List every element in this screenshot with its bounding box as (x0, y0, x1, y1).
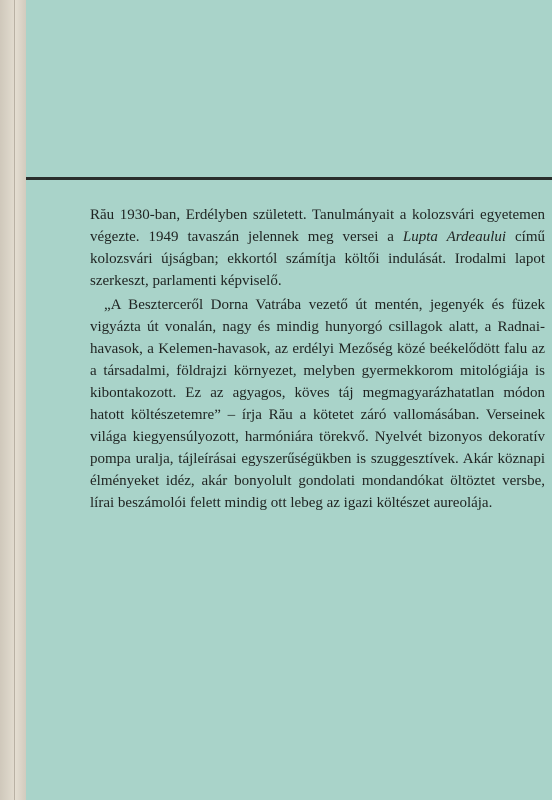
horizontal-rule (26, 177, 552, 180)
blurb-paragraph-2: „A Beszterceről Dorna Vatrába vezető út mentén, jegenyék és füzek vigyázta út vonalán, nagy és mindig hunyorgó csillagok alatt, a Radnai-havasok, a Kelemen-havasok, az erdélyi Mezőség közé beékelődött falu az a társadalmi, földrajzi környezet, melyben gyermekkorom mitológiája is kibontakozott. Ez az agyagos, köves táj megmagyarázhatatlan módon hatott költészetemre” – írja Rău a kötetet záró vallomásában. Verseinek világa kiegyensúlyozott, harmóniára törekvő. Nyelvét bizonyos dekoratív pompa uralja, tájleírásai egyszerűségükben is szuggesztívek. Akár köznapi élményeket idéz, akár bonyolult gondolati mondandókat öltöztet versbe, lírai beszámolói felett mindig ott lebeg az igazi költészet aureolája. (90, 297, 545, 511)
blurb-p1-end: című kolozsvári újságban; ekkortól számítja költői indulását. Irodalmi lapot szerkeszt, parlamenti képviselő. (90, 229, 545, 289)
newspaper-title: Lupta Ardeaului (402, 229, 507, 245)
back-cover (26, 0, 552, 800)
page-edge (0, 0, 26, 800)
blurb-p1-start: Rău 1930-ban, Erdélyben született. Tanulmányait a kolozsvári egyetemen végezte. 1949 tavaszán jelennek meg versei a (90, 207, 545, 245)
spine-line (14, 0, 15, 800)
blurb-text (90, 204, 545, 514)
blurb-paragraph-1 (90, 204, 545, 292)
